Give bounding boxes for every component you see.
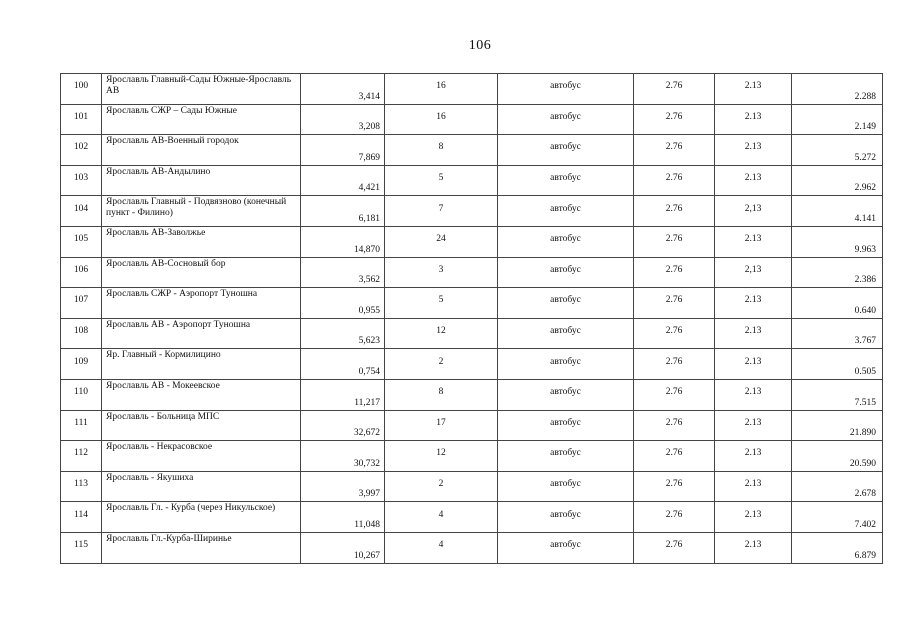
transport-type: автобус [550,540,581,551]
transport-type-cell [498,196,634,227]
route-name: Ярославль СЖР – Сады Южные [106,105,237,116]
coefficient-2: 2.13 [744,479,762,490]
route-distance: 30,732 [353,458,380,469]
row-number: 103 [73,173,89,184]
route-distance-cell [301,288,385,319]
table-row [61,410,883,441]
result-value: 21.890 [849,428,876,439]
coefficient-1: 2.76 [665,326,683,337]
coefficient-2: 2.13 [744,81,762,92]
table-row [61,257,883,288]
trip-count: 16 [436,111,446,122]
trip-count-cell [385,196,498,227]
trip-count-cell [385,288,498,319]
coefficient-1: 2.76 [665,417,683,428]
result-value-cell [792,165,883,196]
result-value-cell [792,196,883,227]
coefficient-2-cell [715,502,792,533]
result-value-cell [792,349,883,380]
trip-count: 2 [438,356,444,367]
row-number-cell [61,532,102,563]
table-row [61,135,883,166]
coefficient-2: 2.13 [744,448,762,459]
coefficient-1-cell [634,257,715,288]
row-number: 100 [73,81,89,92]
route-distance: 6,181 [358,213,380,224]
transport-type: автобус [550,111,581,122]
coefficient-1: 2.76 [665,479,683,490]
route-name-cell [102,502,301,533]
route-name-cell [102,471,301,502]
row-number-cell [61,318,102,349]
trip-count-cell [385,349,498,380]
result-value-cell [792,441,883,472]
route-distance-cell [301,135,385,166]
result-value: 2.149 [854,122,876,133]
coefficient-1-cell [634,471,715,502]
table-row [61,318,883,349]
result-value: 0.640 [854,305,876,316]
route-distance: 14,870 [353,244,380,255]
row-number-cell [61,104,102,135]
trip-count-cell [385,410,498,441]
route-name-cell [102,135,301,166]
row-number-cell [61,288,102,319]
route-name-cell [102,165,301,196]
route-distance-cell [301,471,385,502]
coefficient-1-cell [634,288,715,319]
route-distance-cell [301,441,385,472]
transport-type-cell [498,410,634,441]
coefficient-2-cell [715,349,792,380]
route-name-cell [102,532,301,563]
row-number: 114 [74,509,88,520]
result-value-cell [792,226,883,257]
result-value: 5.272 [854,152,876,163]
coefficient-2: 2.13 [744,142,762,153]
route-distance: 5,623 [358,336,380,347]
coefficient-1: 2.76 [665,356,683,367]
route-name: Ярославль Гл.-Курба-Ширинье [106,533,232,544]
coefficient-1: 2.76 [665,111,683,122]
coefficient-1: 2.76 [665,203,683,214]
table-row [61,532,883,563]
result-value: 2.288 [854,91,876,102]
row-number: 101 [73,111,89,122]
coefficient-2: 2.13 [744,326,762,337]
route-name-cell [102,226,301,257]
transport-type: автобус [550,142,581,153]
trip-count: 12 [436,448,446,459]
trip-count: 7 [438,203,444,214]
result-value: 2.386 [854,275,876,286]
route-distance: 7,869 [358,152,380,163]
coefficient-2-cell [715,410,792,441]
page-number: 106 [468,38,492,53]
coefficient-1: 2.76 [665,264,683,275]
trip-count: 5 [438,295,444,306]
table-row [61,349,883,380]
row-number-cell [61,502,102,533]
route-name: Ярославль - Некрасовское [106,442,213,453]
trip-count-cell [385,318,498,349]
row-number-cell [61,410,102,441]
coefficient-2-cell [715,379,792,410]
route-name: Ярославль АВ-Военный городок [106,136,239,147]
route-distance-cell [301,379,385,410]
route-distance-cell [301,74,385,105]
coefficient-1: 2.76 [665,448,683,459]
row-number: 112 [74,448,88,459]
coefficient-2-cell [715,74,792,105]
transport-type-cell [498,104,634,135]
table-row [61,196,883,227]
coefficient-1-cell [634,226,715,257]
trip-count-cell [385,226,498,257]
transport-type: автобус [550,264,581,275]
coefficient-2-cell [715,165,792,196]
transport-type-cell [498,471,634,502]
table-row [61,502,883,533]
trip-count-cell [385,502,498,533]
trip-count: 4 [438,540,444,551]
result-value-cell [792,502,883,533]
coefficient-2-cell [715,318,792,349]
route-name: Яр. Главный - Кормилицино [106,350,221,361]
route-distance-cell [301,349,385,380]
route-name: Ярославль АВ - Мокеевское [106,380,220,391]
route-name-cell [102,257,301,288]
coefficient-1: 2.76 [665,234,683,245]
transport-type: автобус [550,295,581,306]
result-value-cell [792,74,883,105]
row-number: 104 [73,203,89,214]
coefficient-1: 2.76 [665,142,683,153]
route-name: Ярославль АВ-Сосновый бор [106,258,226,269]
trip-count: 24 [436,234,446,245]
coefficient-1-cell [634,165,715,196]
result-value: 7.515 [854,397,876,408]
route-distance-cell [301,410,385,441]
route-distance: 4,421 [358,183,380,194]
route-distance: 3,414 [358,91,380,102]
route-distance-cell [301,196,385,227]
result-value: 9.963 [854,244,876,255]
route-name: Ярославль АВ - Аэропорт Туношна [106,319,251,330]
result-value-cell [792,532,883,563]
transport-type-cell [498,349,634,380]
route-distance: 3,562 [358,275,380,286]
result-value: 4.141 [854,213,876,224]
route-name: Ярославль Главный-Сады Южные-Ярославль АВ [106,75,292,96]
coefficient-2: 2.13 [744,540,762,551]
coefficient-2-cell [715,532,792,563]
coefficient-2: 2.13 [744,295,762,306]
row-number: 107 [73,295,89,306]
table-row [61,104,883,135]
row-number-cell [61,196,102,227]
coefficient-2: 2.13 [744,417,762,428]
transport-type: автобус [550,356,581,367]
trip-count: 3 [438,264,444,275]
row-number: 111 [74,417,88,428]
coefficient-2: 2.13 [744,356,762,367]
trip-count-cell [385,104,498,135]
coefficient-2-cell [715,196,792,227]
result-value: 2.678 [854,489,876,500]
row-number: 108 [73,326,89,337]
route-distance-cell [301,502,385,533]
coefficient-1-cell [634,441,715,472]
row-number: 105 [73,234,89,245]
coefficient-2: 2.13 [744,111,762,122]
trip-count: 16 [436,81,446,92]
transport-type: автобус [550,203,581,214]
row-number: 109 [73,356,89,367]
result-value-cell [792,257,883,288]
row-number-cell [61,379,102,410]
trip-count: 8 [438,142,444,153]
table-row [61,379,883,410]
coefficient-1: 2.76 [665,387,683,398]
route-name-cell [102,104,301,135]
coefficient-1-cell [634,379,715,410]
coefficient-1-cell [634,104,715,135]
coefficient-1: 2.76 [665,173,683,184]
route-distance: 11,217 [354,397,380,408]
table-row [61,441,883,472]
transport-type: автобус [550,387,581,398]
coefficient-1-cell [634,502,715,533]
transport-type-cell [498,257,634,288]
result-value-cell [792,104,883,135]
route-distance: 0,955 [358,305,380,316]
table-row [61,288,883,319]
trip-count-cell [385,257,498,288]
transport-type-cell [498,532,634,563]
route-name: Ярославль Гл. - Курба (через Никульское) [106,503,276,514]
route-distance-cell [301,104,385,135]
coefficient-2-cell [715,257,792,288]
row-number-cell [61,257,102,288]
route-distance-cell [301,165,385,196]
route-distance: 0,754 [358,366,380,377]
transport-type-cell [498,441,634,472]
transport-type-cell [498,379,634,410]
route-distance: 3,208 [358,122,380,133]
result-value: 7.402 [854,519,876,530]
trip-count-cell [385,74,498,105]
row-number: 102 [73,142,89,153]
routes-table [60,73,883,564]
coefficient-1-cell [634,74,715,105]
transport-type-cell [498,74,634,105]
coefficient-2-cell [715,441,792,472]
table-row [61,165,883,196]
row-number-cell [61,135,102,166]
row-number: 106 [73,264,89,275]
route-name-cell [102,379,301,410]
trip-count: 4 [438,509,444,520]
transport-type: автобус [550,417,581,428]
trip-count-cell [385,135,498,166]
result-value: 20.590 [849,458,876,469]
route-name: Ярославль АВ-Заволжье [106,227,206,238]
route-distance-cell [301,226,385,257]
route-distance-cell [301,318,385,349]
route-name: Ярославль СЖР - Аэропорт Туношна [106,289,258,300]
transport-type-cell [498,318,634,349]
coefficient-2: 2.13 [744,387,762,398]
trip-count: 5 [438,173,444,184]
row-number-cell [61,165,102,196]
transport-type-cell [498,226,634,257]
row-number-cell [61,74,102,105]
route-distance: 11,048 [354,519,380,530]
coefficient-2-cell [715,135,792,166]
route-distance: 3,997 [358,489,380,500]
row-number-cell [61,441,102,472]
trip-count: 17 [436,417,446,428]
coefficient-2: 2.13 [744,234,762,245]
route-name-cell [102,288,301,319]
route-name-cell [102,196,301,227]
trip-count-cell [385,532,498,563]
coefficient-1-cell [634,318,715,349]
route-name: Ярославль Главный - Подвязново (конечный пункт - Филино) [106,197,287,219]
route-name: Ярославль - Якушиха [106,472,194,483]
route-distance-cell [301,257,385,288]
trip-count-cell [385,441,498,472]
transport-type: автобус [550,326,581,337]
transport-type-cell [498,288,634,319]
trip-count: 8 [438,387,444,398]
table-row [61,226,883,257]
trip-count: 2 [438,479,444,490]
coefficient-2: 2.13 [744,509,762,520]
coefficient-2-cell [715,104,792,135]
result-value-cell [792,288,883,319]
transport-type: автобус [550,448,581,459]
route-name: Ярославль - Больница МПС [106,411,220,422]
route-distance: 10,267 [353,550,380,561]
coefficient-2: 2.13 [744,173,762,184]
coefficient-1: 2.76 [665,509,683,520]
route-distance: 32,672 [353,428,380,439]
row-number: 113 [74,479,88,490]
result-value-cell [792,135,883,166]
table-row [61,471,883,502]
coefficient-1-cell [634,410,715,441]
row-number: 115 [74,540,88,551]
coefficient-1-cell [634,349,715,380]
row-number-cell [61,471,102,502]
coefficient-1: 2.76 [665,81,683,92]
coefficient-2-cell [715,288,792,319]
result-value: 2.962 [854,183,876,194]
coefficient-1-cell [634,196,715,227]
trip-count-cell [385,165,498,196]
result-value: 6.879 [854,550,876,561]
transport-type-cell [498,135,634,166]
route-name: Ярославль АВ-Андылино [106,166,211,177]
result-value-cell [792,318,883,349]
table-row [61,74,883,105]
transport-type: автобус [550,234,581,245]
transport-type: автобус [550,81,581,92]
route-name-cell [102,74,301,105]
coefficient-2: 2,13 [744,203,762,214]
trip-count-cell [385,471,498,502]
row-number-cell [61,226,102,257]
route-name-cell [102,441,301,472]
result-value-cell [792,379,883,410]
row-number: 110 [74,387,88,398]
result-value: 0.505 [854,366,876,377]
transport-type-cell [498,502,634,533]
transport-type: автобус [550,479,581,490]
row-number-cell [61,349,102,380]
route-name-cell [102,410,301,441]
transport-type: автобус [550,173,581,184]
result-value: 3.767 [854,336,876,347]
trip-count: 12 [436,326,446,337]
transport-type: автобус [550,509,581,520]
route-distance-cell [301,532,385,563]
result-value-cell [792,471,883,502]
coefficient-2-cell [715,226,792,257]
coefficient-1: 2.76 [665,295,683,306]
coefficient-1-cell [634,532,715,563]
coefficient-1-cell [634,135,715,166]
transport-type-cell [498,165,634,196]
routes-table-body [61,74,883,564]
route-name-cell [102,318,301,349]
route-name-cell [102,349,301,380]
coefficient-2-cell [715,471,792,502]
coefficient-1: 2.76 [665,540,683,551]
coefficient-2: 2,13 [744,264,762,275]
result-value-cell [792,410,883,441]
trip-count-cell [385,379,498,410]
